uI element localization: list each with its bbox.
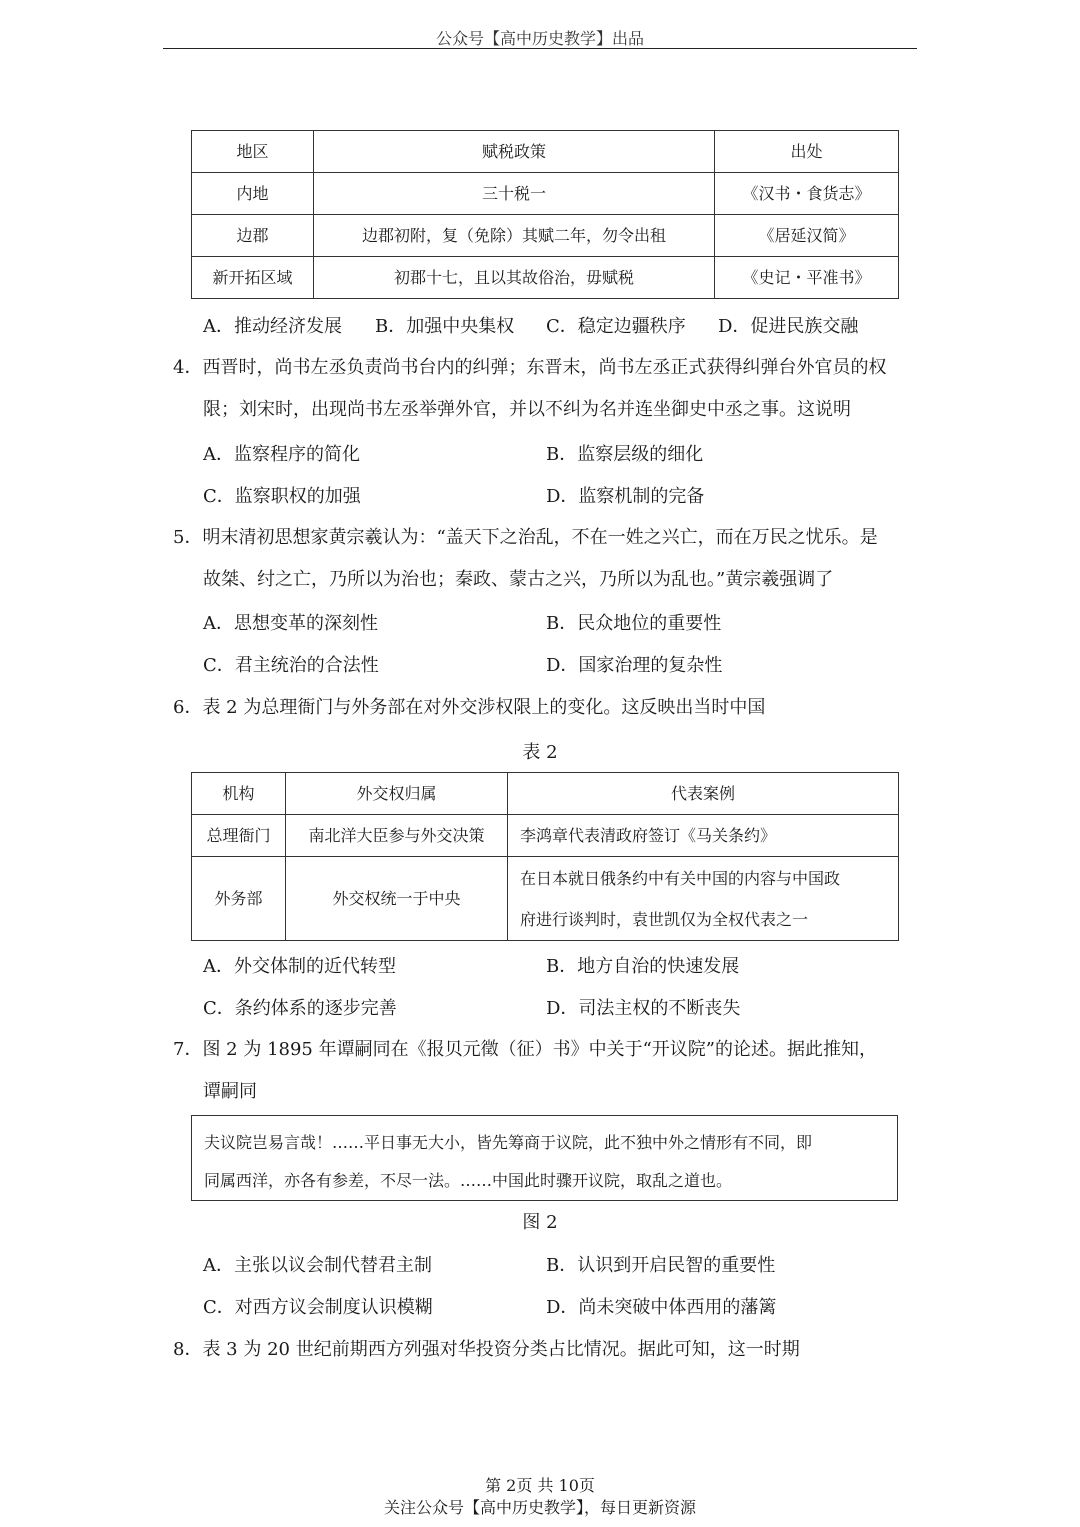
q7-option-c: C．对西方议会制度认识模糊 [203,1297,433,1318]
q5-option-d: D．国家治理的复杂性 [546,655,723,676]
q3-option-b: B．加强中央集权 [375,316,515,337]
quote-line: 同属西洋，亦各有参差，不尽一法。……中国此时骤开议院，取乱之道也。 [204,1171,733,1190]
q6-stem: 6．表 2 为总理衙门与外务部在对外交涉权限上的变化。这反映出当时中国 [173,697,766,718]
table-row [192,173,899,215]
q8-stem: 8．表 3 为 20 世纪前期西方列强对华投资分类占比情况。据此可知，这一时期 [173,1339,800,1360]
q7-stem-line-2: 谭嗣同 [203,1081,257,1102]
table-cell: 三十税一 [314,173,715,215]
table-cell: 总理衙门 [192,815,286,857]
q4-stem-line-1: 4．西晋时，尚书左丞负责尚书台内的纠弹；东晋末，尚书左丞正式获得纠弹台外官员的权 [173,357,887,378]
table-cell: 边郡 [192,215,314,257]
table-cell-line: 在日本就日俄条约中有关中国的内容与中国政 [520,868,841,888]
q4-option-c: C．监察职权的加强 [203,486,361,507]
q5-stem-line-2: 故桀、纣之亡，乃所以为治也；秦政、蒙古之兴，乃所以为乱也。”黄宗羲强调了 [203,569,834,590]
table-cell: 初郡十七，且以其故俗治，毋赋税 [314,257,715,299]
table-cell: 《居延汉简》 [715,215,899,257]
q5-option-a: A．思想变革的深刻性 [203,613,378,634]
table-row [192,215,899,257]
q5-stem-line-1: 5．明末清初思想家黄宗羲认为：“盖天下之治乱，不在一姓之兴亡，而在万民之忧乐。是 [173,527,878,548]
q4-option-b: B．监察层级的细化 [546,444,704,465]
table-cell: 《史记・平准书》 [715,257,899,299]
table-row [192,815,899,857]
q7-option-a: A．主张以议会制代替君主制 [203,1255,432,1276]
table2-caption: 表 2 [522,742,558,763]
tax-policy-table [191,130,899,299]
table-cell: 南北洋大臣参与外交决策 [286,815,508,857]
table-cell: 内地 [192,173,314,215]
q4-option-d: D．监察机制的完备 [546,486,705,507]
table-cell: 外务部 [192,857,286,941]
q3-option-a: A．推动经济发展 [203,316,342,337]
table-header-row [192,131,899,173]
diplomacy-table [191,772,899,941]
q7-option-b: B．认识到开启民智的重要性 [546,1255,776,1276]
q5-option-b: B．民众地位的重要性 [546,613,722,634]
table-cell: 李鸿章代表清政府签订《马关条约》 [508,815,899,857]
page-header: 公众号【高中历史教学】出品 [435,29,644,48]
table-header-cell: 机构 [192,773,286,815]
figure2-caption: 图 2 [522,1212,558,1233]
table-header-cell: 代表案例 [508,773,899,815]
quote-line: 夫议院岂易言哉！……平日事无大小，皆先筹商于议院，此不独中外之情形有不同，即 [204,1133,813,1152]
q6-option-d: D．司法主权的不断丧失 [546,998,741,1019]
q3-option-d: D．促进民族交融 [718,316,859,337]
table-header-cell: 地区 [192,131,314,173]
table-header-cell: 赋税政策 [314,131,715,173]
table-header-cell: 出处 [715,131,899,173]
q6-option-c: C．条约体系的逐步完善 [203,998,397,1019]
quote-box [191,1115,898,1201]
table-cell: 《汉书・食货志》 [715,173,899,215]
table-cell: 外交权统一于中央 [286,857,508,941]
q7-stem-line-1: 7．图 2 为 1895 年谭嗣同在《报贝元徵（征）书》中关于“开议院”的论述。据此推知， [173,1039,878,1060]
header-rule [163,48,917,49]
table-cell-line: 府进行谈判时，袁世凯仅为全权代表之一 [520,909,809,929]
table-header-cell: 外交权归属 [286,773,508,815]
q5-option-c: C．君主统治的合法性 [203,655,379,676]
table-row [192,257,899,299]
q3-option-c: C．稳定边疆秩序 [546,316,686,337]
q4-option-a: A．监察程序的简化 [203,444,360,465]
q4-stem-line-2: 限；刘宋时，出现尚书左丞举弹外官，并以不纠为名并连坐御史中丞之事。这说明 [203,399,851,420]
table-cell: 边郡初附，复（免除）其赋二年，勿令出租 [314,215,715,257]
q6-option-a: A．外交体制的近代转型 [203,956,396,977]
q6-option-b: B．地方自治的快速发展 [546,956,740,977]
table-cell-multiline [508,857,899,941]
table-header-row [192,773,899,815]
q7-option-d: D．尚未突破中体西用的藩篱 [546,1297,777,1318]
page-number: 第 2页 共 10页 [485,1476,595,1495]
table-row [192,857,899,941]
footer-note: 关注公众号【高中历史教学】，每日更新资源 [383,1498,696,1517]
table-cell: 新开拓区域 [192,257,314,299]
